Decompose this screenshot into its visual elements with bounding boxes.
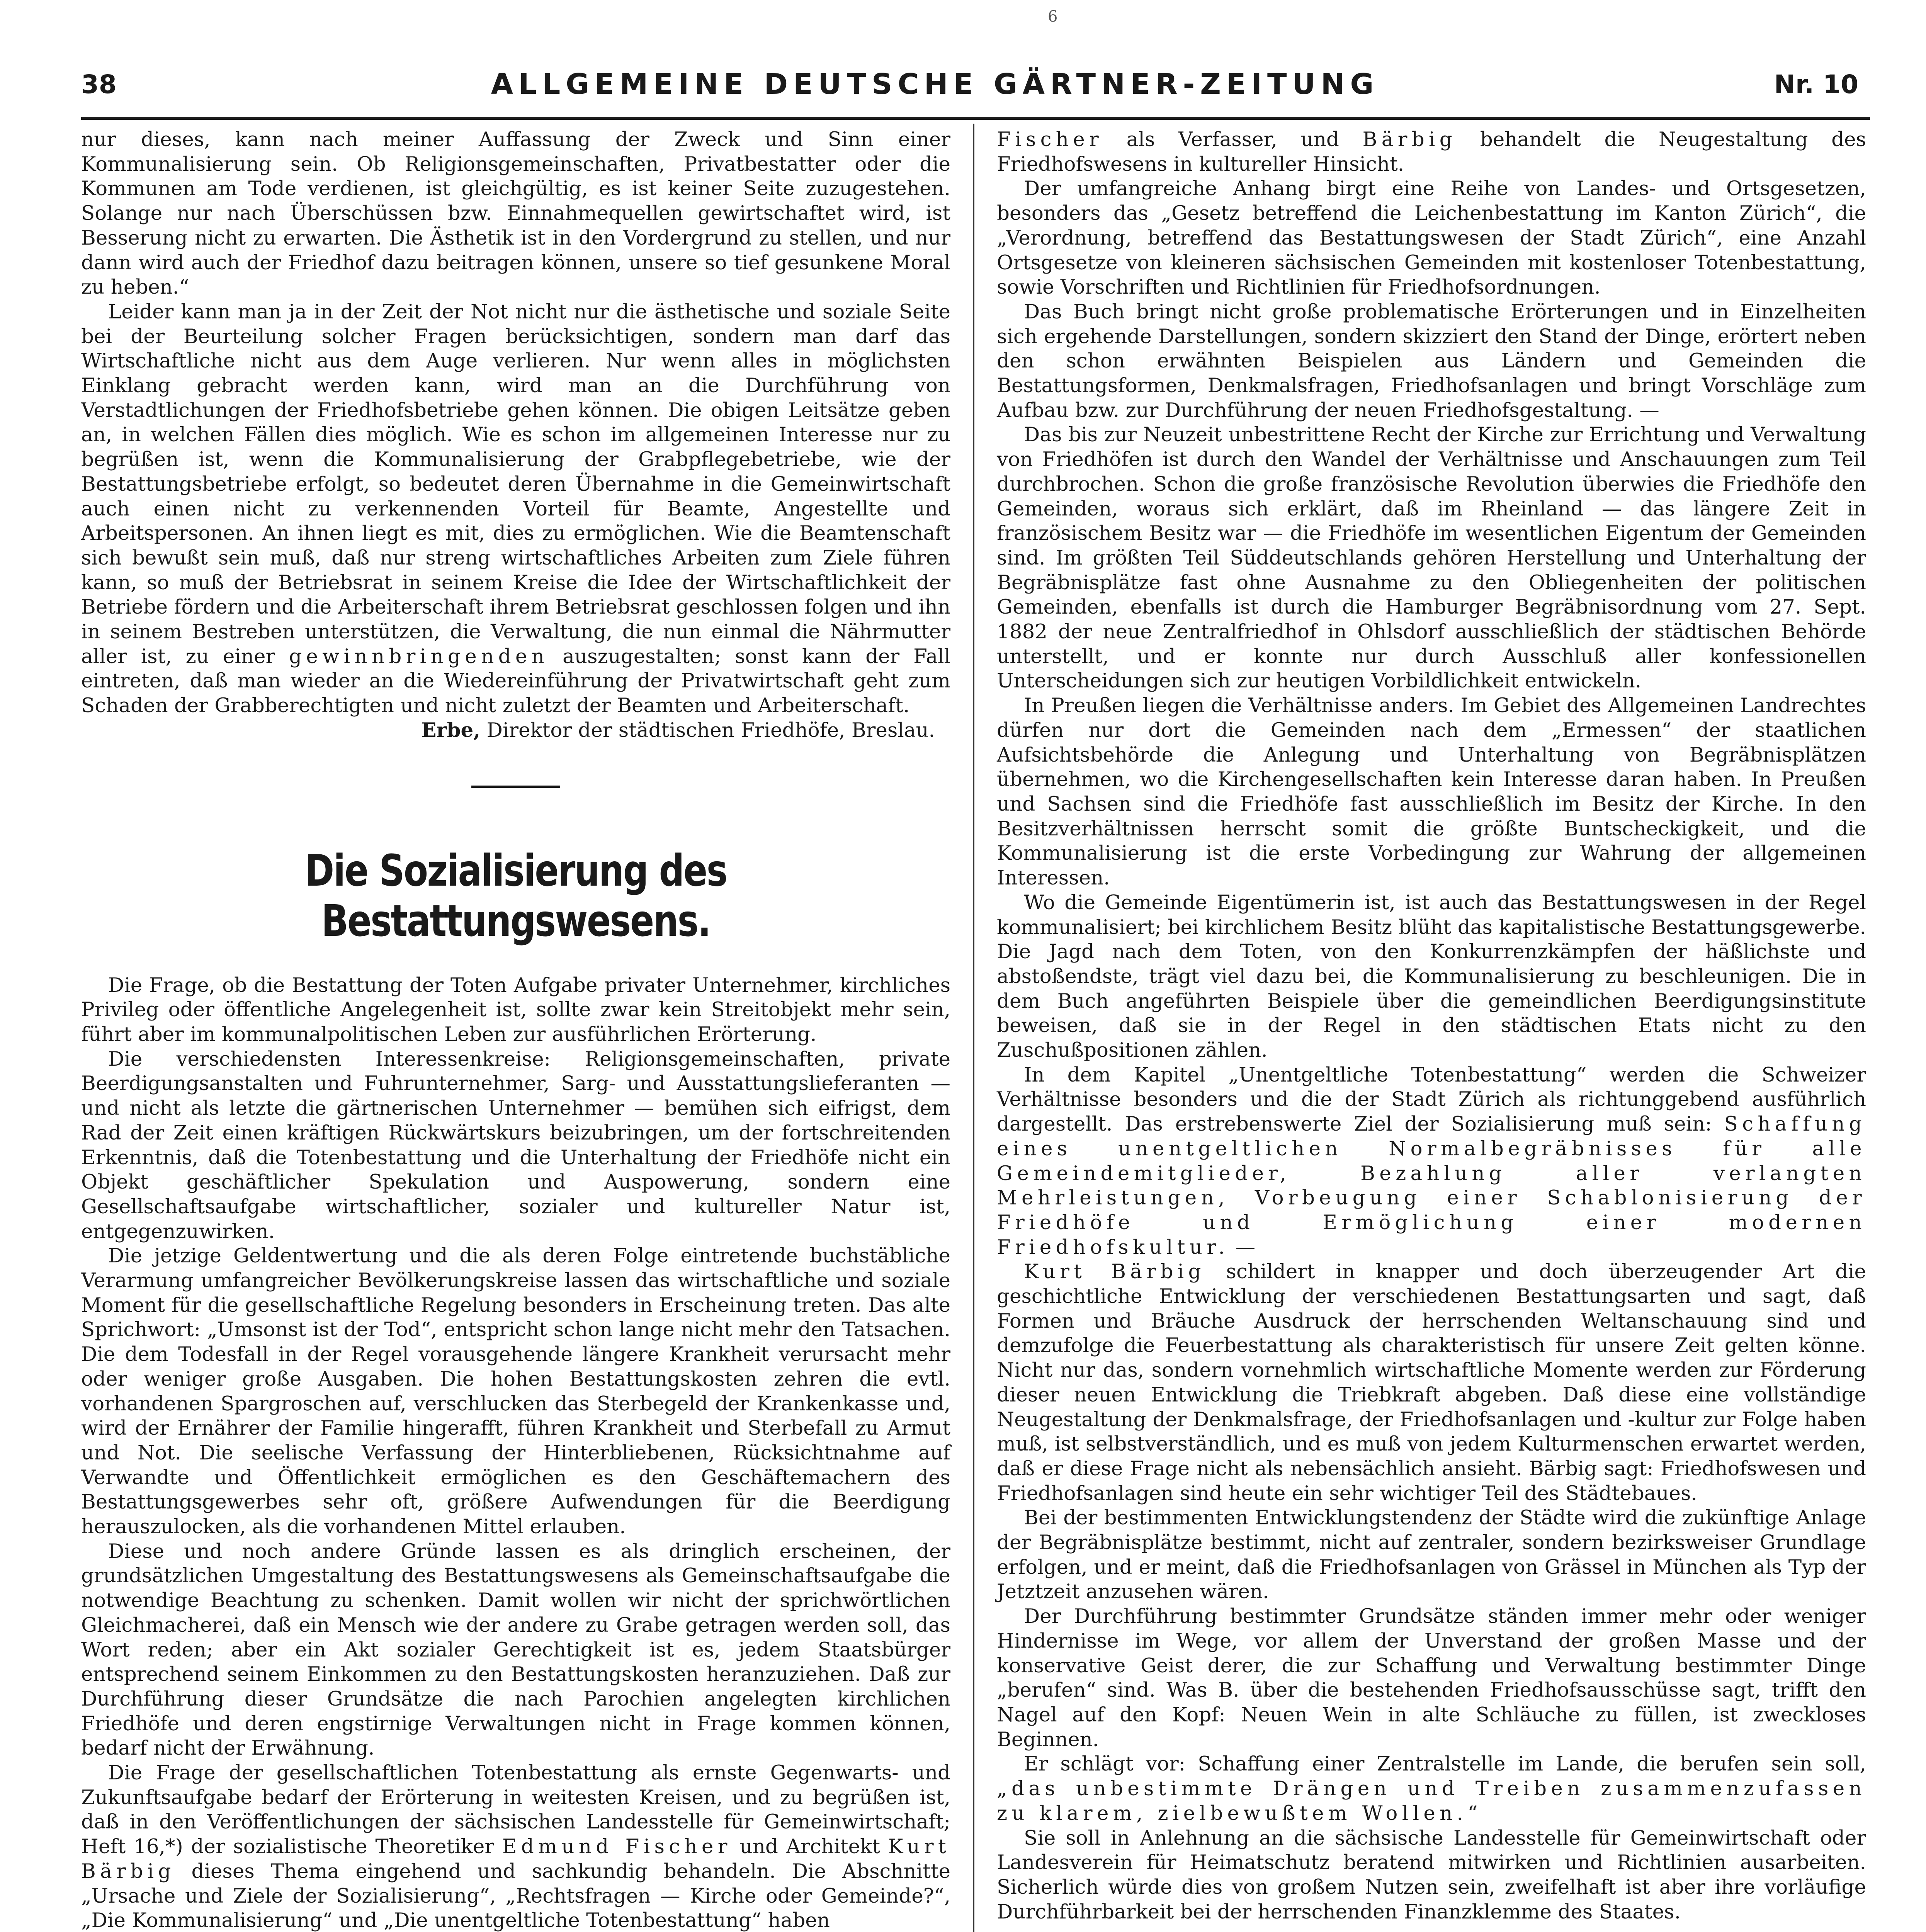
paragraph: Bei der bestimmenten Entwicklungstendenz der Städte wird die zukünftige Anlage der Begräbnisplätze bestimmt, nicht auf zentraler, sondern bezirksweiser Grundlage erfolgen, und er meint, daß die Friedhofsanlagen von Grässel in München als Typ der Jetztzeit anzusehen wären.	[997, 1506, 1866, 1604]
corner-mark: 6	[1048, 8, 1058, 26]
paragraph: Die jetzige Geldentwertung und die als deren Folge eintretende buchstäbliche Verarmung umfangreicher Bevölkerungskreise lassen das wirtschaftliche und soziale Moment für die gesellschaftliche Regelung besonders in Erscheinung treten. Das alte Sprichwort: „Umsonst ist der Tod“, entspricht schon lange nicht mehr den Tatsachen. Die dem Todesfall in der Regel vorausgehende längere Krankheit verursacht mehr oder weniger große Ausgaben. Die hohen Bestattungskosten zehren die evtl. vorhandenen Spargroschen auf, verschlucken das Sterbegeld der Krankenkasse und, wird der Ernährer der Familie hingerafft, führen Krankheit und Sterbefall zu Armut und Not. Die seelische Verfassung der Hinterbliebenen, Rücksichtnahme auf Verwandte und Öffentlichkeit ermöglichen es den Geschäftemachern des Bestattungsgewerbes sehr oft, größere Aufwendungen für die Beerdigung herauszulocken, als die vorhandenen Mittel erlauben.	[81, 1244, 950, 1539]
paragraph: Wo die Gemeinde Eigentümerin ist, ist auch das Bestattungswesen in der Regel kommunalisiert; bei kirchlichem Besitz blüht das kapitalistische Bestattungsgewerbe. Die Jagd nach dem Toten, von den Konkurrenzkämpfen der häßlichste und abstoßendste, trägt viel dazu bei, die Kommunalisierung zu beschleunigen. Die in dem Buch angeführten Beispiele über die gemeindlichen Beerdigungsinstitute beweisen, daß sie in der Regel in den städtischen Etats nicht zu den Zuschußpositionen zählen.	[997, 891, 1866, 1062]
paragraph: Der umfangreiche Anhang birgt eine Reihe von Landes- und Ortsgesetzen, besonders das „Gesetz betreffend die Leichenbestattung im Kanton Zürich“, die „Verordnung, betreffend das Bestattungswesen der Stadt Zürich“, eine Anzahl Ortsgesetze von kleineren sächsischen Gemeinden mit kostenloser Totenbestattung, sowie Vorschriften und Richtlinien für Friedhofsordnungen.	[997, 177, 1866, 299]
page-number: 38	[81, 70, 117, 99]
paragraph: In dem Kapitel „Unentgeltliche Totenbestattung“ werden die Schweizer Verhältnisse besonders und die der Stadt Zürich als richtunggebend ausführlich dargestellt. Das erstrebenswerte Ziel der Sozialisierung muß sein: Schaffung eines unentgeltlichen Normalbegräbnisses für alle Gemeindemitglieder, Bezahlung aller verlangten Mehrleistungen, Vorbeugung einer Schablonisierung der Friedhöfe und Ermöglichung einer modernen Friedhofskultur. —	[997, 1063, 1866, 1259]
paragraph: Sie soll in Anlehnung an die sächsische Landesstelle für Gemeinwirtschaft oder Landesverein für Heimatschutz beratend mitwirken und Richtlinien ausarbeiten. Sicherlich würde dies von großem Nutzen sein, zweifelhaft ist aber ihre vorläufige Durchführbarkeit bei der herrschenden Finanzklemme des Staates.	[997, 1826, 1866, 1923]
paragraph: Die Frage, ob die Bestattung der Toten Aufgabe privater Unternehmer, kirchliches Privileg oder öffentliche Angelegenheit ist, sollte zwar kein Streitobjekt mehr sein, führt aber im kommunalpolitischen Leben zur ausführlichen Erörterung.	[81, 973, 950, 1046]
header-rule	[81, 117, 1870, 120]
paragraph: Die verschiedensten Interessenkreise: Religionsgemeinschaften, private Beerdigungsanstalten und Fuhrunternehmer, Sarg- und Ausstattungslieferanten — und nicht als letzte die gärtnerischen Unternehmer — bemühen sich eifrigst, dem Rad der Zeit einen kräftigen Rückwärtskurs beizubringen, um der fortschreitenden Erkenntnis, daß die Totenbestattung und die Unterhaltung der Friedhöfe nicht ein Objekt geschäftlicher Spekulation und Auspowerung, sondern eine Gesellschaftsaufgabe wirtschaftlicher, sozialer und kultureller Natur ist, entgegenzuwirken.	[81, 1047, 950, 1243]
paragraph: Diese und noch andere Gründe lassen es als dringlich erscheinen, der grundsätzlichen Umgestaltung des Bestattungswesens als Gemeinschaftsaufgabe die notwendige Beachtung zu schenken. Damit wollen wir nicht der sprichwörtlichen Gleichmacherei, daß ein Mensch wie der andere zu Grabe getragen werden soll, das Wort reden; aber ein Akt sozialer Gerechtigkeit ist es, jedem Staatsbürger entsprechend seinem Einkommen zu den Bestattungskosten heranzuziehen. Daß zur Durchführung dieser Grundsätze die nach Parochien angelegten kirchlichen Friedhöfe und deren engstirnige Verwaltungen nicht in Frage kommen können, bedarf nicht der Erwähnung.	[81, 1539, 950, 1760]
section-rule	[471, 786, 560, 788]
article-headline: Die Sozialisierung des Bestattungswesens.	[305, 845, 727, 946]
paragraph: Leider kann man ja in der Zeit der Not nicht nur die ästhetische und soziale Seite bei der Beurteilung solcher Fragen berücksichtigen, sondern man darf das Wirtschaftliche nicht aus dem Auge verlieren. Nur wenn alles in möglichsten Einklang gebracht werden kann, wird man an die Durchführung von Verstadtlichungen der Friedhofsbetriebe gehen können. Die obigen Leitsätze geben an, in welchen Fällen dies möglich. Wie es schon im allgemeinen Interesse nur zu begrüßen ist, wenn die Kommunalisierung der Grabpflegebetriebe, wie der Bestattungsbetriebe erfolgt, so bedeutet deren Übernahme in die Gemeinwirtschaft auch einen nicht zu verkennenden Vorteil für Beamte, Angestellte und Arbeitspersonen. An ihnen liegt es mit, dies zu ermöglichen. Wie die Beamtenschaft sich bewußt sein muß, daß nur streng wirtschaftliches Arbeiten zum Ziele führen kann, so muß der Betriebsrat in seinem Kreise die Idee der Wirtschaftlichkeit der Betriebe fördern und die Arbeiterschaft ihrem Betriebsrat geschlossen folgen und ihn in seinem Bestreben unterstützen, die Verwaltung, die nun einmal die Nährmutter aller ist, zu einer gewinnbringenden auszugestalten; sonst kann der Fall eintreten, daß man wieder an die Wiedereinführung der Privatwirtschaft geht zum Schaden der Grabberechtigten und nicht zuletzt der Beamten und Arbeiterschaft.	[81, 300, 951, 718]
paragraph: Fischer als Verfasser, und Bärbig behandelt die Neugestaltung des Friedhofswesens in kultureller Hinsicht.	[997, 128, 1866, 176]
paragraph: Der Durchführung bestimmter Grundsätze ständen immer mehr oder weniger Hindernisse im Wege, vor allem der Unverstand der großen Masse und der konservative Geist derer, die zur Schaffung und Verwaltung bestimmter Dinge „berufen“ sind. Was B. über die bestehenden Friedhofsausschüsse sagt, trifft den Nagel auf den Kopf: Neuen Wein in alte Schläuche zu füllen, ist zweckloses Beginnen.	[997, 1605, 1866, 1751]
left-column	[81, 128, 950, 1932]
paragraph: In Preußen liegen die Verhältnisse anders. Im Gebiet des Allgemeinen Landrechtes dürfen nur dort die Gemeinden nach dem „Ermessen“ der staatlichen Aufsichtsbehörde die Anlegung und Unterhaltung von Begräbnisplätzen übernehmen, wo die Kirchengesellschaften kein Interesse daran haben. In Preußen und Sachsen sind die Friedhöfe fast ausschließlich im Besitz der Kirche. In den Besitzverhältnissen herrscht somit die größte Buntscheckigkeit, und die Kommunalisierung ist die erste Vorbedingung zur Wahrung der allgemeinen Interessen.	[997, 694, 1866, 890]
paragraph: Er schlägt vor: Schaffung einer Zentralstelle im Lande, die berufen sein soll, „das unbestimmte Drängen und Treiben zusammenzufassen zu klarem, zielbewußtem Wollen.“	[997, 1752, 1866, 1825]
paragraph: Das bis zur Neuzeit unbestrittene Recht der Kirche zur Errichtung und Verwaltung von Friedhöfen ist durch den Wandel der Verhältnisse und Anschauungen zum Teil durchbrochen. Schon die große französische Revolution überwies die Friedhöfe den Gemeinden, woraus sich erklärt, daß im Rheinland — das längere Zeit in französischem Besitz war — die Friedhöfe im wesentlichen Eigentum der Gemeinden sind. Im größten Teil Süddeutschlands gehören Herstellung und Unterhaltung der Begräbnisplätze fast ohne Ausnahme zu den Obliegenheiten der politischen Gemeinden, ebenfalls ist durch die Hamburger Begräbnisordnung vom 27. Sept. 1882 der neue Zentralfriedhof in Ohlsdorf ausschließlich der städtischen Behörde unterstellt, und er konnte nur durch Ausschluß aller konfessionellen Unterscheidungen sich zur heutigen Vorbildlichkeit entwickeln.	[997, 423, 1866, 693]
paragraph: Die Frage der gesellschaftlichen Totenbestattung als ernste Gegenwarts- und Zukunftsaufgabe bedarf der Erörterung in weitesten Kreisen, und zu begrüßen ist, daß in den Veröffentlichungen der sächsischen Landesstelle für Gemeinwirtschaft; Heft 16,*) der sozialistische Theoretiker Edmund Fischer und Architekt Kurt Bärbig dieses Thema eingehend und sachkundig behandeln. Die Abschnitte „Ursache und Ziele der Sozialisierung“, „Rechtsfragen — Kirche oder Gemeinde?“, „Die Kommunalisierung“ und „Die unentgeltliche Totenbestattung“ haben	[81, 1761, 950, 1932]
newspaper-page	[81, 27, 1870, 1932]
masthead-title: ALLGEMEINE DEUTSCHE GÄRTNER-ZEITUNG	[491, 68, 1379, 101]
paragraph: Das Buch bringt nicht große problematische Erörterungen und in Einzelheiten sich ergehende Darstellungen, sondern skizziert den Stand der Dinge, erörtert neben den schon erwähnten Beispielen aus Ländern und Gemeinden die Bestattungsformen, Denkmalsfragen, Friedhofsanlagen und bringt Vorschläge zum Aufbau bzw. zur Durchführung der neuen Friedhofsgestaltung. —	[997, 300, 1866, 422]
issue-number: Nr. 10	[1774, 70, 1858, 99]
paragraph: nur dieses, kann nach meiner Auffassung der Zweck und Sinn einer Kommunalisierung sein. Ob Religionsgemeinschaften, Privatbestatter oder die Kommunen am Tode verdienen, ist gleichgültig, es ist keiner Seite zuzugestehen. Solange nur nach Überschüssen bzw. Einnahmequellen gewirtschaftet wird, ist Besserung nicht zu erwarten. Die Ästhetik ist in den Vordergrund zu stellen, und nur dann wird auch der Friedhof dazu beitragen können, unsere so tief gesunkene Moral zu heben.“	[81, 128, 950, 299]
paragraph: Kurt Bärbig schildert in knapper und doch überzeugender Art die geschichtliche Entwicklung der verschiedenen Bestattungsarten und sagt, daß Formen und Bräuche Ausdruck der herrschenden Weltanschauung sind und demzufolge die Feuerbestattung als charakteristisch für unsere Zeit gelten könne. Nicht nur das, sondern vornehmlich wirtschaftliche Momente werden zur Förderung dieser neuen Entwicklung die Triebkraft abgeben. Daß diese eine vollständige Neugestaltung der Denkmalsfrage, der Friedhofsanlagen und -kultur zur Folge haben muß, ist selbstverständlich, und es muß von jedem Kulturmenschen erwartet werden, daß er diese Frage nicht als nebensächlich ansieht. Bärbig sagt: Friedhofswesen und Friedhofsanlagen sind heute ein sehr wichtiger Teil des Städtebaues.	[997, 1260, 1866, 1505]
page-header	[81, 27, 1870, 124]
right-column	[997, 128, 1866, 1924]
column-divider	[973, 124, 974, 1932]
author-signature: Erbe, Direktor der städtischen Friedhöfe, Breslau.	[421, 718, 935, 742]
